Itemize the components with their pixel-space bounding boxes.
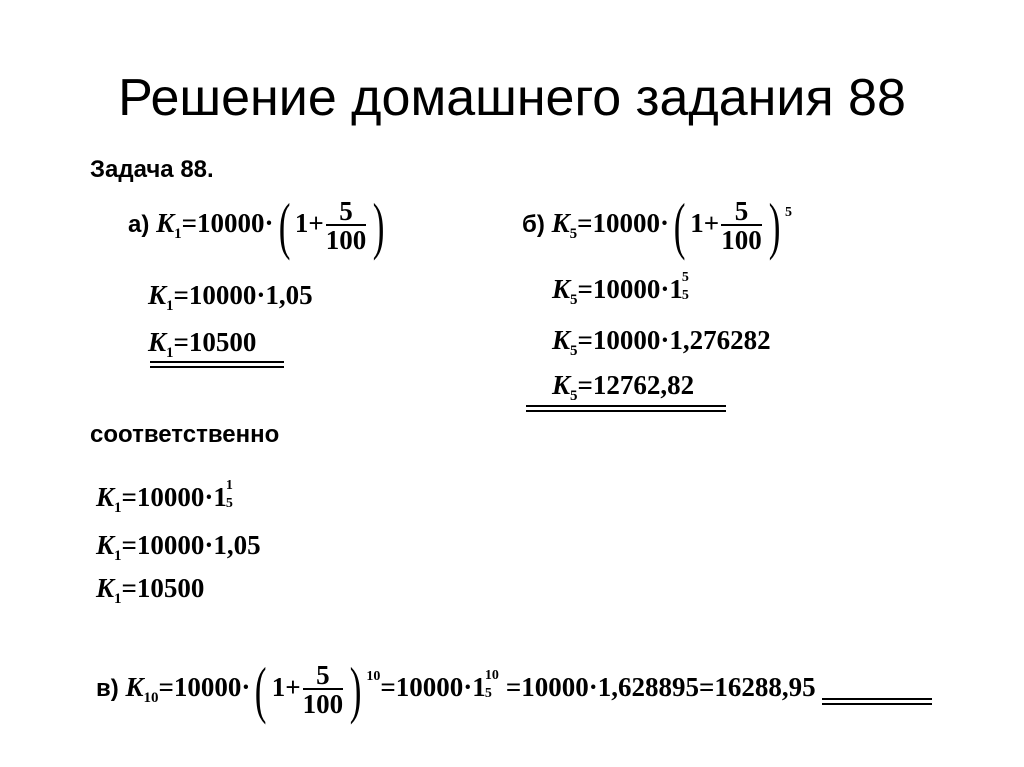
part-a-label: а) bbox=[128, 211, 150, 239]
part-b-result: $K_5=12762,82$ bbox=[552, 370, 695, 404]
alt-line1: $K_1=10000\cdot 1$ 1 5 bbox=[96, 477, 233, 516]
fraction: $\frac{5}{100}$ bbox=[721, 196, 762, 255]
part-a-line2: $K_1=10000\cdot 1,05$ bbox=[148, 280, 313, 314]
part-c-result: 16288,95 bbox=[714, 672, 816, 703]
part-b-line2: $K_5=10000\cdot 1$ 5 5 bbox=[552, 269, 689, 308]
alt-line3: $K_1=10500$ bbox=[96, 573, 205, 607]
task-heading: Задача 88. bbox=[90, 156, 214, 183]
double-underline bbox=[150, 361, 284, 363]
part-c-formula: в) $K_{10}=10000\cdot$( 1+ $\frac{5}{100}$ ) $^{10}$=10000·1 10 5 =10000·1,628895=16288,95 bbox=[96, 654, 816, 725]
fraction: $\frac{5}{100}$ bbox=[302, 660, 344, 719]
part-b-label: б) bbox=[522, 211, 545, 239]
part-a-result: $K_1=10500$ bbox=[148, 327, 257, 361]
part-c-label: в) bbox=[96, 675, 119, 703]
slide-title: Решение домашнего задания 88 bbox=[118, 69, 906, 127]
double-underline bbox=[526, 405, 726, 407]
double-underline bbox=[822, 698, 932, 700]
fraction: $\frac{5}{100}$ bbox=[325, 196, 367, 255]
part-b-line3: $K_5=10000\cdot 1,276282$ bbox=[552, 325, 771, 359]
also-label: соответственно bbox=[90, 421, 280, 448]
alt-line2: $K_1=10000\cdot 1,05$ bbox=[96, 530, 261, 564]
part-a-formula: а) $K_1=10000\cdot$( 1+ $\frac{5}{100}$ ) bbox=[128, 190, 385, 261]
part-b-formula: б) $K_5=10000\cdot$( 1+ $\frac{5}{100}$ ) $^5$ bbox=[522, 190, 792, 261]
